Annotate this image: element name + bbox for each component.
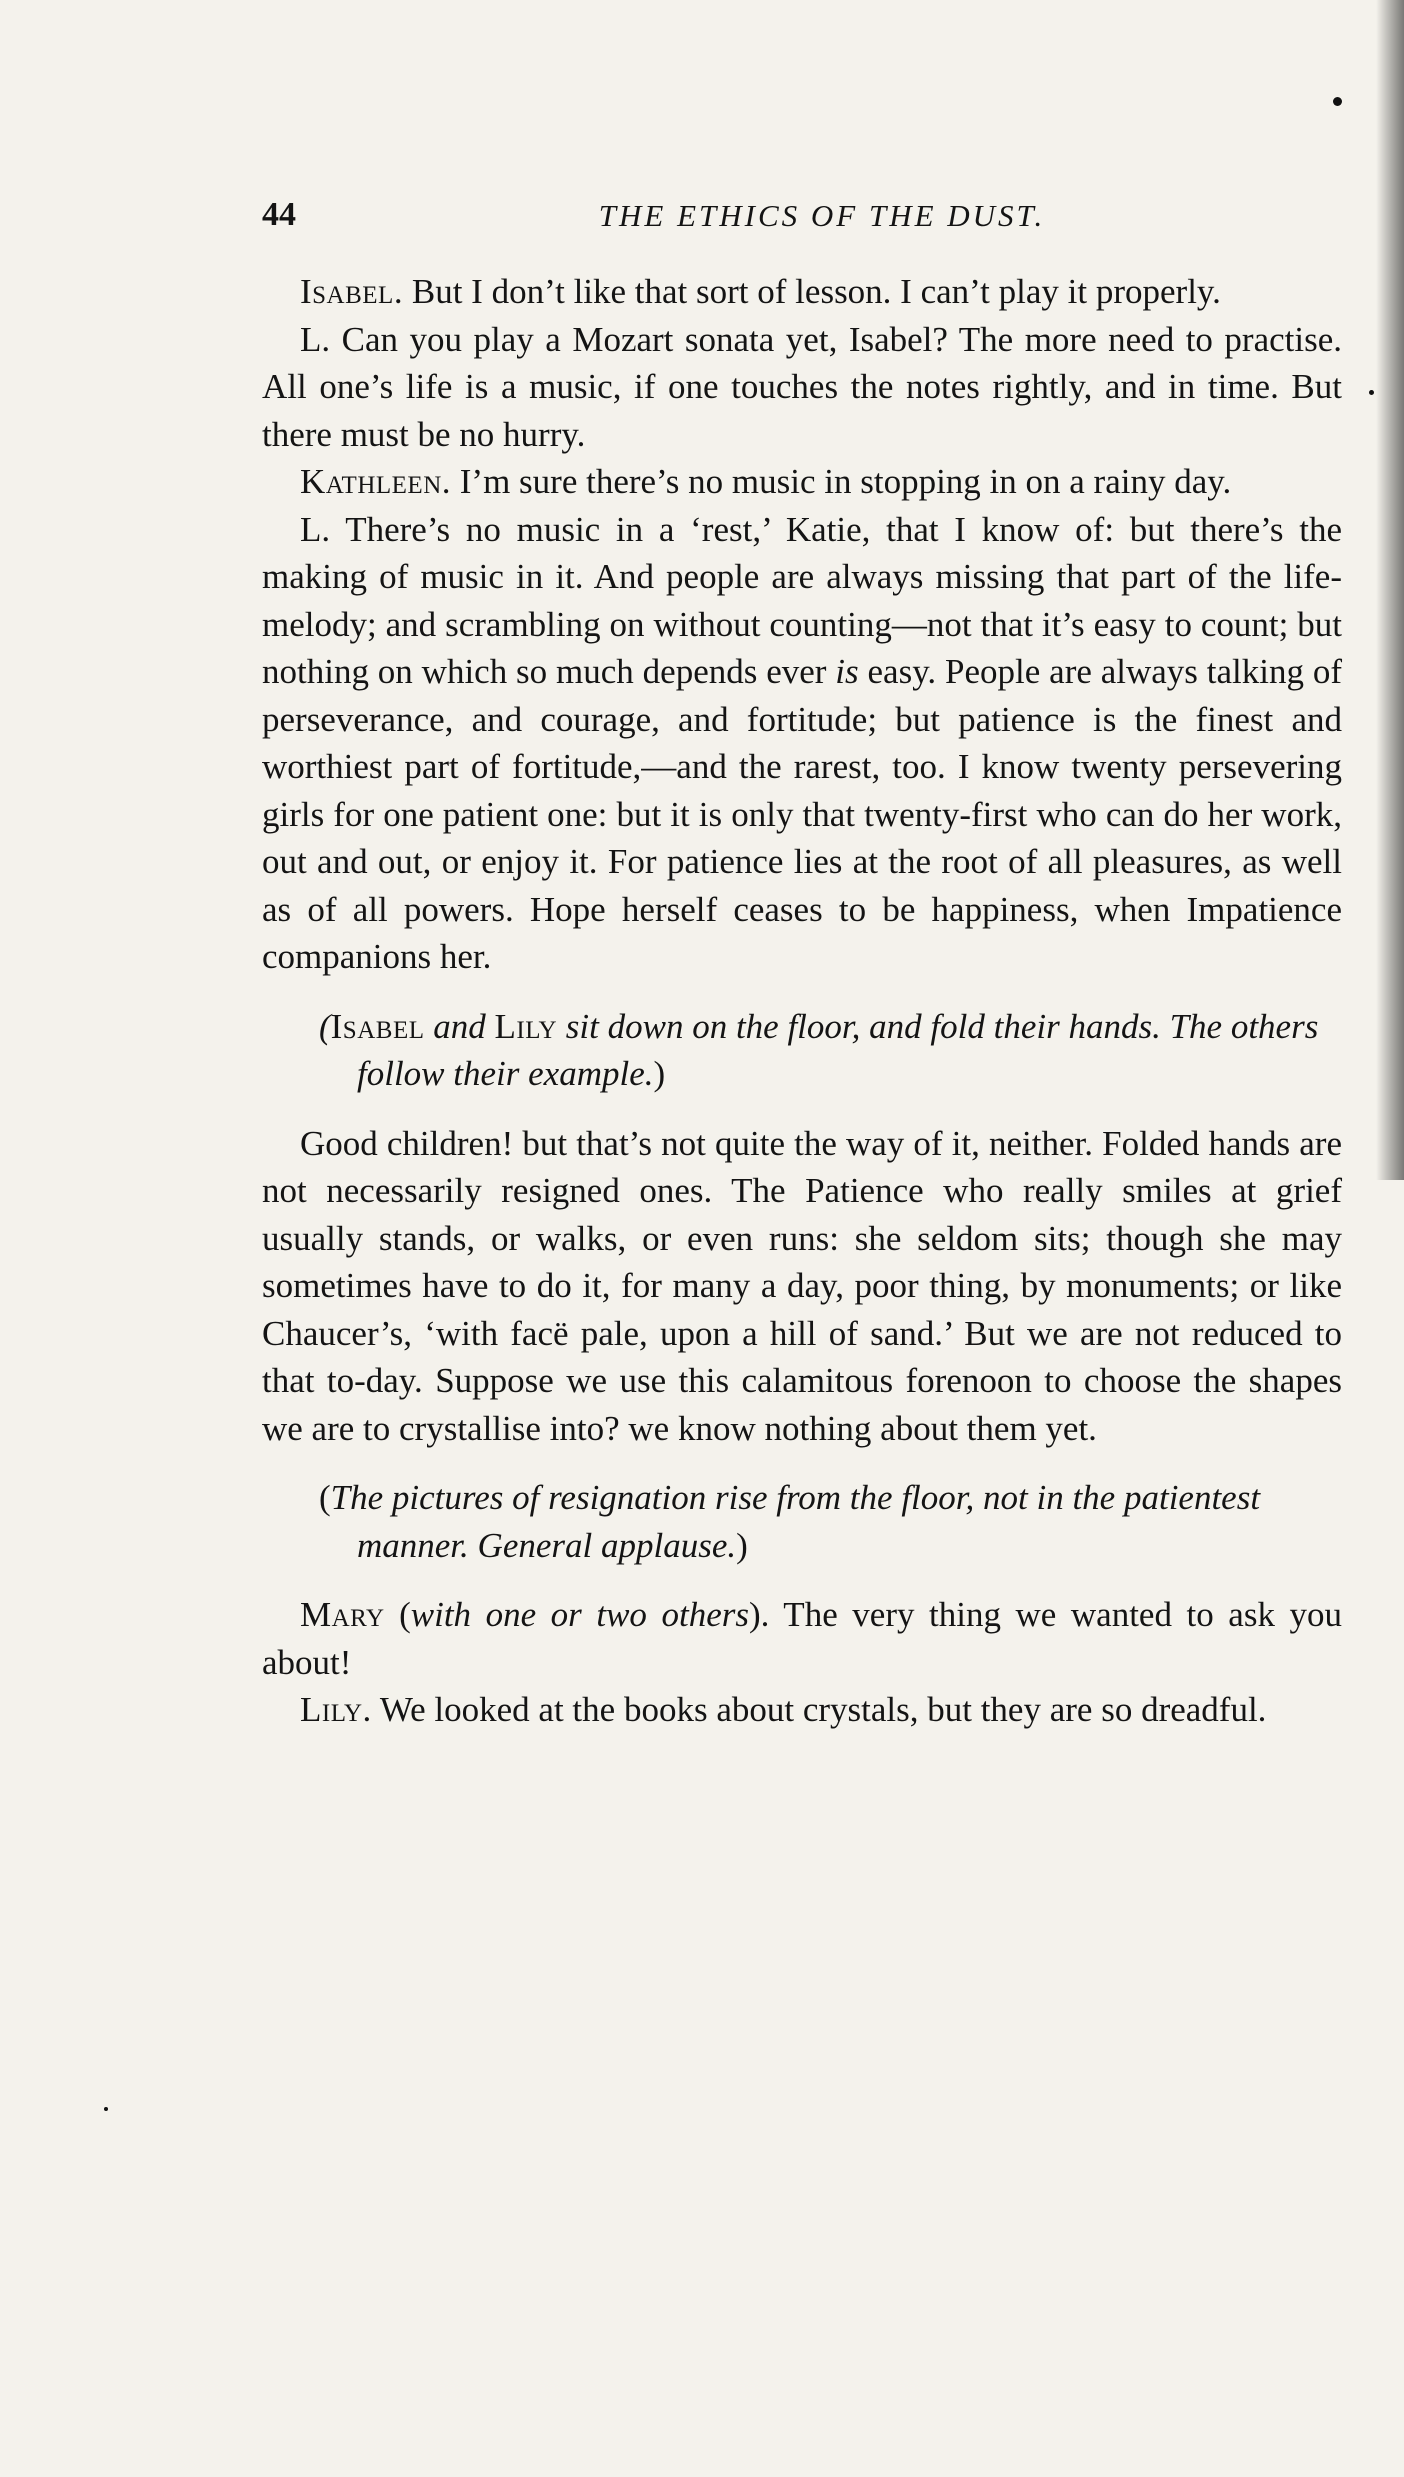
speech-text: Can you play a Mozart sonata yet, Isabel? The more need to practise. All one’s life is a music, if one touches the notes rightly, and in time. But there must be no hurry. [262, 319, 1342, 454]
speech-text: There’s no music in a ‘rest,’ Katie, that I know of: but there’s the making of music in it. And people are always missing that part of the life-melody; and scrambling on without counting—not that it’s easy to count; but nothing on which so much depends ever [262, 509, 1342, 691]
stage-direction [262, 1003, 1342, 1098]
speech-text: We looked at the books about crystals, but they are so dreadful. [371, 1690, 1267, 1729]
paren-open: ( [319, 1006, 331, 1046]
paren-close: ) [736, 1525, 748, 1565]
speech-text: But I don’t like that sort of lesson. I can’t play it properly. [403, 272, 1221, 311]
paren-open: ( [319, 1478, 331, 1517]
paragraph-l-1 [262, 316, 1342, 459]
page-edge-shadow [1376, 0, 1404, 1180]
speaker-name: Isabel. [300, 272, 404, 311]
paragraph-isabel [262, 268, 1342, 316]
paragraph-l-3: Good children! but that’s not quite the way of it, neither. Folded hands are not necessarily resigned ones. The Patience who really smiles at grief usually stands, or walks, or even runs: she seldom sits; though she may sometimes have to do it, for many a day, poor thing, by monuments; or like Chaucer’s, ‘with facë pale, upon a hill of sand.’ But we are not reduced to that to-day. Suppose we use this calamitous forenoon to choose the shapes we are to crystallise into? we know nothing about them yet. [262, 1123, 1342, 1448]
paragraph-l-2 [262, 506, 1342, 981]
ink-speck [1369, 390, 1374, 395]
page-body [262, 268, 1342, 1734]
speech-text: The very thing we wanted to ask you about! [262, 1595, 1342, 1682]
running-title: THE ETHICS OF THE DUST. [598, 198, 1046, 233]
speaker-name: L. [300, 509, 331, 549]
emphasis: is [835, 652, 859, 691]
stage-text: The pictures of resignation rise from the floor, not in the patientest manner. General applause. [330, 1478, 1261, 1565]
page-number: 44 [262, 196, 296, 233]
speaker-name: Lily [494, 1006, 558, 1046]
paragraph-kathleen [262, 458, 1342, 506]
ink-speck [104, 2107, 108, 2111]
speaker-name: Lily. [300, 1690, 372, 1729]
speaker-name: L. [300, 319, 331, 359]
stage-text: and [424, 1006, 495, 1046]
paren-close: ) [653, 1054, 666, 1093]
speech-text: easy. People are always talking of perseverance, and courage, and fortitude; but patience is the finest and worthiest part of fortitude,—and the rarest, too. I know twenty persevering girls for one patient one: but it is only that twenty-first who can do her work, out and out, or enjoy it. For patience lies at the root of all pleasures, as well as of all powers. Hope herself ceases to be happiness, when Impatience companions her. [262, 652, 1343, 976]
aside-text: with one or two others [410, 1595, 749, 1634]
stage-text: sit down on the floor, and fold their hands. The others follow their example. [357, 1006, 1319, 1093]
aside-paren: ( [384, 1595, 411, 1634]
page-header [262, 196, 1342, 242]
paragraph-mary [262, 1591, 1342, 1686]
ink-speck [1333, 97, 1342, 106]
paragraph-lily [262, 1686, 1342, 1734]
speaker-name: Kathleen. [300, 462, 452, 501]
speech-text: I’m sure there’s no music in stopping in on a rainy day. [451, 462, 1232, 501]
aside-paren: ). [748, 1595, 770, 1634]
stage-direction [262, 1474, 1342, 1569]
speaker-name: Isabel [330, 1006, 425, 1046]
speaker-name: Mary [300, 1595, 385, 1634]
